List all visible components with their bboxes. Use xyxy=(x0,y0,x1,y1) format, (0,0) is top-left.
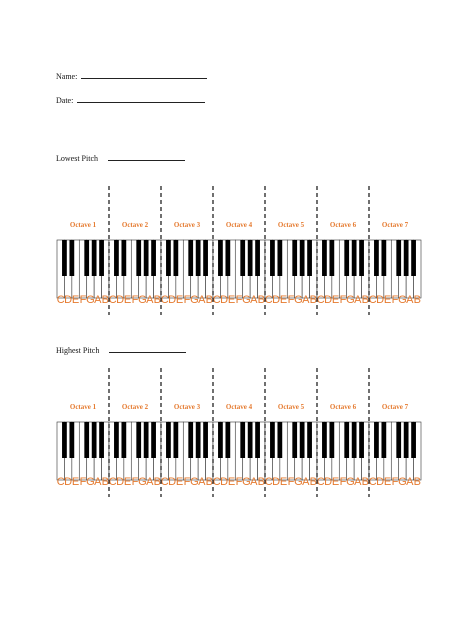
note-label: G xyxy=(346,294,355,306)
black-key xyxy=(218,422,223,458)
note-label: A xyxy=(354,294,362,306)
note-label: F xyxy=(391,294,399,306)
black-key xyxy=(352,422,357,458)
black-key xyxy=(144,240,149,276)
black-key xyxy=(248,422,253,458)
note-label: D xyxy=(324,294,333,306)
note-label: B xyxy=(101,476,109,488)
black-key xyxy=(240,422,245,458)
name-field[interactable] xyxy=(56,69,207,81)
black-key xyxy=(62,240,67,276)
note-label: C xyxy=(212,476,221,488)
note-label: A xyxy=(146,476,154,488)
black-key xyxy=(196,422,201,458)
note-label: A xyxy=(94,294,102,306)
lowest-pitch-field[interactable] xyxy=(56,151,185,163)
black-key xyxy=(151,240,156,276)
note-label: A xyxy=(146,294,154,306)
note-label: B xyxy=(153,476,161,488)
black-key xyxy=(99,240,104,276)
black-key xyxy=(300,240,305,276)
note-label: E xyxy=(279,294,288,306)
note-label: C xyxy=(108,476,117,488)
black-key xyxy=(114,422,119,458)
octave-label: Octave 4 xyxy=(225,403,253,411)
black-key xyxy=(411,240,416,276)
note-label: B xyxy=(361,294,369,306)
note-label: B xyxy=(413,476,421,488)
black-key xyxy=(322,422,327,458)
black-key xyxy=(270,240,275,276)
note-label: G xyxy=(242,294,251,306)
highest-pitch-input-line[interactable] xyxy=(109,343,186,353)
note-label: A xyxy=(198,476,206,488)
black-key xyxy=(381,240,386,276)
black-key xyxy=(218,240,223,276)
note-label: B xyxy=(257,476,265,488)
note-label: A xyxy=(406,476,414,488)
note-label: G xyxy=(86,476,95,488)
black-key xyxy=(188,422,193,458)
black-key xyxy=(381,422,386,458)
octave-label: Octave 2 xyxy=(121,221,149,229)
note-label: C xyxy=(108,294,117,306)
note-label: B xyxy=(101,294,109,306)
note-label: G xyxy=(138,476,147,488)
black-key xyxy=(84,422,89,458)
note-label: B xyxy=(205,476,213,488)
note-label: C xyxy=(316,476,325,488)
note-label: E xyxy=(123,476,132,488)
keyboard-highest xyxy=(0,365,474,505)
black-key xyxy=(255,422,260,458)
note-label: C xyxy=(56,294,65,306)
note-label: A xyxy=(302,476,310,488)
black-key xyxy=(344,422,349,458)
note-label: D xyxy=(64,294,73,306)
black-key xyxy=(292,422,297,458)
octave-label: Octave 1 xyxy=(69,221,97,229)
black-key xyxy=(121,240,126,276)
black-key xyxy=(92,422,97,458)
octave-label: Octave 4 xyxy=(225,221,253,229)
note-label: C xyxy=(316,294,325,306)
note-label: B xyxy=(361,476,369,488)
note-label: F xyxy=(79,294,87,306)
note-label: E xyxy=(123,294,132,306)
note-label: D xyxy=(376,294,385,306)
note-label: G xyxy=(86,294,95,306)
note-label: E xyxy=(71,294,80,306)
note-label: G xyxy=(138,294,147,306)
note-label: B xyxy=(153,294,161,306)
black-key xyxy=(166,240,171,276)
note-label: B xyxy=(205,294,213,306)
black-key xyxy=(329,422,334,458)
note-label: D xyxy=(116,294,125,306)
octave-label: Octave 5 xyxy=(277,221,305,229)
black-key xyxy=(203,422,208,458)
black-key xyxy=(196,240,201,276)
note-label: G xyxy=(242,476,251,488)
note-label: D xyxy=(324,476,333,488)
note-label: A xyxy=(250,294,258,306)
note-label: F xyxy=(183,476,191,488)
black-key xyxy=(277,240,282,276)
black-key xyxy=(99,422,104,458)
black-key xyxy=(144,422,149,458)
note-label: F xyxy=(235,476,243,488)
note-label: D xyxy=(64,476,73,488)
highest-pitch-field[interactable] xyxy=(56,343,186,355)
black-key xyxy=(203,240,208,276)
black-key xyxy=(352,240,357,276)
note-label: C xyxy=(212,294,221,306)
note-label: F xyxy=(287,294,295,306)
note-label: E xyxy=(383,476,392,488)
black-key xyxy=(151,422,156,458)
note-label: C xyxy=(368,476,377,488)
note-label: E xyxy=(175,294,184,306)
note-label: E xyxy=(383,294,392,306)
highest-pitch-label: Highest Pitch xyxy=(56,346,100,355)
black-key xyxy=(225,422,230,458)
black-key xyxy=(359,240,364,276)
note-label: F xyxy=(339,476,347,488)
note-label: A xyxy=(198,294,206,306)
name-input-line[interactable] xyxy=(81,69,207,79)
note-label: D xyxy=(168,476,177,488)
black-key xyxy=(270,422,275,458)
black-key xyxy=(359,422,364,458)
black-key xyxy=(396,240,401,276)
note-label: F xyxy=(391,476,399,488)
note-label: G xyxy=(398,294,407,306)
note-label: C xyxy=(264,476,273,488)
black-key xyxy=(277,422,282,458)
note-label: D xyxy=(220,476,229,488)
black-key xyxy=(114,240,119,276)
note-label: G xyxy=(294,476,303,488)
black-key xyxy=(411,422,416,458)
black-key xyxy=(166,422,171,458)
black-key xyxy=(92,240,97,276)
black-key xyxy=(396,422,401,458)
note-label: E xyxy=(227,476,236,488)
black-key xyxy=(307,240,312,276)
date-field[interactable] xyxy=(56,93,205,105)
note-label: F xyxy=(287,476,295,488)
note-label: D xyxy=(116,476,125,488)
black-key xyxy=(69,422,74,458)
note-label: F xyxy=(339,294,347,306)
black-key xyxy=(374,240,379,276)
note-label: B xyxy=(309,294,317,306)
note-label: A xyxy=(406,294,414,306)
note-label: B xyxy=(257,294,265,306)
note-label: E xyxy=(331,294,340,306)
black-key xyxy=(404,240,409,276)
black-key xyxy=(173,240,178,276)
octave-label: Octave 6 xyxy=(329,221,357,229)
black-key xyxy=(173,422,178,458)
note-label: B xyxy=(309,476,317,488)
black-key xyxy=(248,240,253,276)
note-label: G xyxy=(190,476,199,488)
octave-label: Octave 1 xyxy=(69,403,97,411)
octave-label: Octave 2 xyxy=(121,403,149,411)
black-key xyxy=(62,422,67,458)
note-label: G xyxy=(190,294,199,306)
note-label: C xyxy=(160,294,169,306)
note-label: F xyxy=(183,294,191,306)
black-key xyxy=(292,240,297,276)
lowest-pitch-input-line[interactable] xyxy=(108,151,185,161)
note-label: C xyxy=(368,294,377,306)
black-key xyxy=(136,422,141,458)
black-key xyxy=(255,240,260,276)
black-key xyxy=(307,422,312,458)
octave-label: Octave 5 xyxy=(277,403,305,411)
note-label: D xyxy=(220,294,229,306)
keyboard-lowest xyxy=(0,183,474,323)
note-label: C xyxy=(160,476,169,488)
note-label: F xyxy=(131,476,139,488)
note-label: G xyxy=(398,476,407,488)
note-label: D xyxy=(168,294,177,306)
note-label: D xyxy=(272,476,281,488)
note-label: E xyxy=(175,476,184,488)
note-label: F xyxy=(235,294,243,306)
note-label: G xyxy=(294,294,303,306)
octave-label: Octave 3 xyxy=(173,403,201,411)
black-key xyxy=(404,422,409,458)
name-label: Name: xyxy=(56,72,78,81)
note-label: E xyxy=(279,476,288,488)
note-label: F xyxy=(79,476,87,488)
note-label: G xyxy=(346,476,355,488)
note-label: E xyxy=(71,476,80,488)
black-key xyxy=(322,240,327,276)
octave-label: Octave 3 xyxy=(173,221,201,229)
black-key xyxy=(225,240,230,276)
black-key xyxy=(188,240,193,276)
date-label: Date: xyxy=(56,96,74,105)
note-label: F xyxy=(131,294,139,306)
note-label: C xyxy=(56,476,65,488)
note-label: A xyxy=(250,476,258,488)
black-key xyxy=(374,422,379,458)
black-key xyxy=(136,240,141,276)
black-key xyxy=(344,240,349,276)
note-label: A xyxy=(354,476,362,488)
note-label: B xyxy=(413,294,421,306)
note-label: D xyxy=(376,476,385,488)
black-key xyxy=(300,422,305,458)
octave-label: Octave 7 xyxy=(381,221,409,229)
black-key xyxy=(69,240,74,276)
note-label: E xyxy=(331,476,340,488)
note-label: D xyxy=(272,294,281,306)
note-label: C xyxy=(264,294,273,306)
black-key xyxy=(121,422,126,458)
octave-label: Octave 6 xyxy=(329,403,357,411)
octave-label: Octave 7 xyxy=(381,403,409,411)
black-key xyxy=(240,240,245,276)
date-input-line[interactable] xyxy=(77,93,205,103)
note-label: A xyxy=(94,476,102,488)
black-key xyxy=(329,240,334,276)
black-key xyxy=(84,240,89,276)
note-label: E xyxy=(227,294,236,306)
lowest-pitch-label: Lowest Pitch xyxy=(56,154,98,163)
note-label: A xyxy=(302,294,310,306)
